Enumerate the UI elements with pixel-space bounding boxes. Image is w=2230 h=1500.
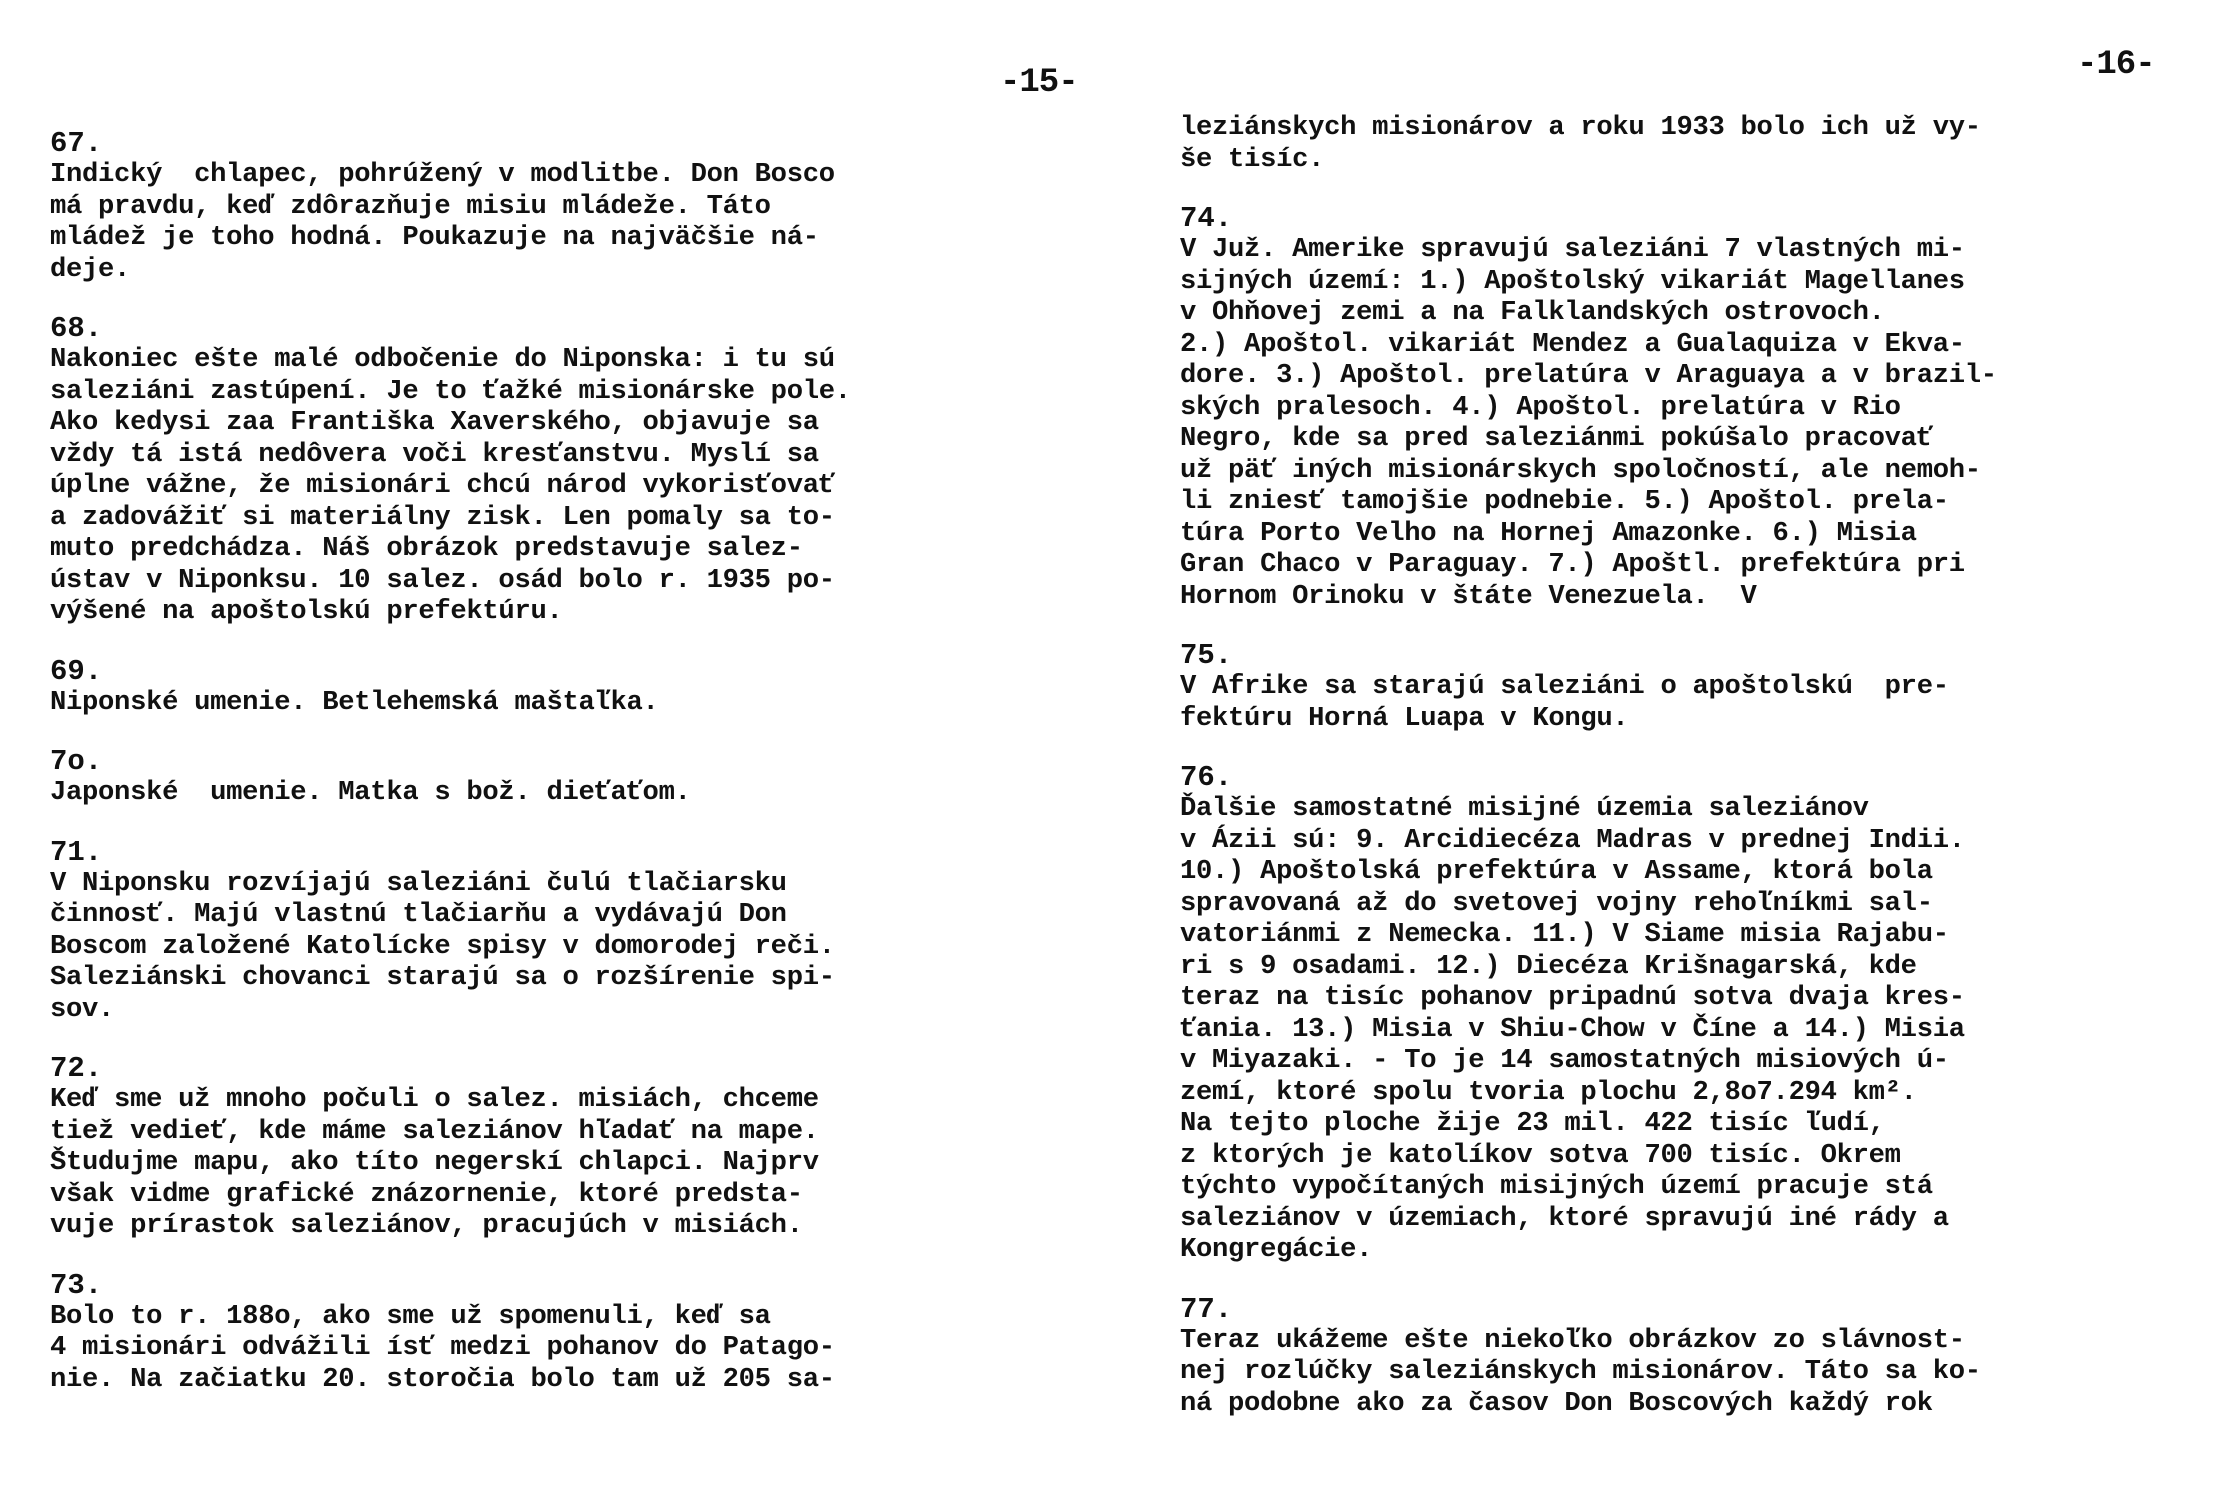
text-line: sijných území: 1.) Apoštolský vikariát Magellanes <box>1180 265 1965 297</box>
text-line: V Juž. Amerike spravujú saleziáni 7 vlastných mi- <box>1180 234 1965 265</box>
text-line: Gran Chaco v Paraguay. 7.) Apoštl. prefektúra pri <box>1180 549 1965 580</box>
text-line: muto predchádza. Náš obrázok predstavuje salez- <box>50 533 803 564</box>
text-line: dore. 3.) Apoštol. prelatúra v Araguaya a v brazil- <box>1180 360 1997 391</box>
section-71 <box>50 837 1090 1026</box>
text-line: V Afrike sa starajú saleziáni o apoštolskú pre- <box>1180 671 1949 702</box>
text-line: mládež je toho hodná. Poukazuje na najväčšie ná- <box>50 222 819 253</box>
text-line: Študujme mapu, ako títo negerskí chlapci. Najprv <box>50 1147 819 1178</box>
text-line: še tisíc. <box>1180 143 1325 175</box>
text-line: a zadovážiť si materiálny zisk. Len pomaly sa to- <box>50 501 835 533</box>
text-line: Negro, kde sa pred saleziánmi pokúšalo pracovať <box>1180 423 1933 454</box>
section-70 <box>50 746 1090 809</box>
text-line: v Ohňovej zemi a na Falklandských ostrovoch. <box>1180 297 1885 328</box>
text-line: fektúru Horná Luapa v Kongu. <box>1180 702 1629 734</box>
section-75 <box>1180 640 2220 734</box>
text-line: 4 misionári odvážili ísť medzi pohanov do Patago- <box>50 1332 835 1363</box>
text-line: ná podobne ako za časov Don Boscových každý rok <box>1180 1387 1933 1419</box>
section-number: 67. <box>50 127 103 160</box>
section-number: 74. <box>1180 202 1233 235</box>
section-number: 73. <box>50 1268 103 1302</box>
text-line: sov. <box>50 993 115 1025</box>
section-67 <box>50 128 1090 285</box>
section-76 <box>1180 762 2220 1266</box>
text-line: Na tejto ploche žije 23 mil. 422 tisíc ľudí, <box>1180 1108 1885 1139</box>
text-line: Ako kedysi zaa Františka Xaverského, objavuje sa <box>50 407 819 438</box>
section-number: 68. <box>50 312 103 345</box>
section-72 <box>50 1053 1090 1242</box>
text-line: zemí, ktoré spolu tvoria plochu 2,8o7.294 km². <box>1180 1076 1917 1108</box>
section-77 <box>1180 1294 2220 1420</box>
section-69 <box>50 656 1090 719</box>
text-line: už päť iných misionárskych spoločností, ale nemoh- <box>1180 454 1981 486</box>
text-line: spravovaná až do svetovej vojny rehoľníkmi sal- <box>1180 887 1933 919</box>
text-line: úplne vážne, že misionári chcú národ vykorisťovať <box>50 470 835 501</box>
section-number: 72. <box>50 1052 103 1085</box>
page-body <box>1180 112 2220 1447</box>
text-line: tiež vedieť, kde máme saleziánov hľadať na mape. <box>50 1115 819 1147</box>
section-73 <box>50 1270 1090 1396</box>
text-line: Nakoniec ešte malé odbočenie do Niponska: i tu sú <box>50 344 835 375</box>
text-line: Bolo to r. 188o, ako sme už spomenuli, keď sa <box>50 1300 771 1332</box>
text-line: z ktorých je katolíkov sotva 700 tisíc. Okrem <box>1180 1139 1901 1171</box>
text-line: ťania. 13.) Misia v Shiu-Chow v Číne a 14.) Misia <box>1180 1013 1965 1045</box>
text-line: Hornom Orinoku v štáte Venezuela. V <box>1180 580 1757 612</box>
page-15 <box>0 0 1110 1500</box>
page-number: -15- <box>1000 64 1078 102</box>
text-line: nej rozlúčky saleziánskych misionárov. Táto sa ko- <box>1180 1356 1981 1387</box>
text-line: Ďalšie samostatné misijné územia saleziánov <box>1180 793 1869 824</box>
text-line: ústav v Niponksu. 10 salez. osád bolo r. 1935 po- <box>50 564 835 596</box>
text-line: vuje prírastok saleziánov, pracujúch v misiách. <box>50 1210 803 1241</box>
text-line: ri s 9 osadami. 12.) Diecéza Krišnagarská, kde <box>1180 950 1917 982</box>
section-74 <box>1180 203 2220 612</box>
text-line: Teraz ukážeme ešte niekoľko obrázkov zo slávnost- <box>1180 1324 1965 1356</box>
text-line: má pravdu, keď zdôrazňuje misiu mládeže. Táto <box>50 190 771 222</box>
page-body <box>50 128 1090 1423</box>
text-line: činnosť. Majú vlastnú tlačiarňu a vydávajú Don <box>50 899 787 930</box>
text-line: Kongregácie. <box>1180 1234 1373 1265</box>
text-line: 2.) Apoštol. vikariát Mendez a Gualaquiza v Ekva- <box>1180 328 1965 360</box>
text-line: týchto vypočítaných misijných území pracuje stá <box>1180 1171 1933 1202</box>
text-line: Japonské umenie. Matka s bož. dieťaťom. <box>50 777 691 808</box>
section-number: 71. <box>50 835 103 869</box>
text-line: teraz na tisíc pohanov pripadnú sotva dvaja kres- <box>1180 982 1965 1013</box>
text-line: leziánskych misionárov a roku 1933 bolo ich už vy- <box>1180 112 1981 143</box>
section-number: 69. <box>50 654 103 688</box>
section-number: 75. <box>1180 639 1233 672</box>
text-line: Indický chlapec, pohrúžený v modlitbe. Don Bosco <box>50 159 835 190</box>
section-number: 76. <box>1180 761 1233 794</box>
text-line: saleziánov v územiach, ktoré spravujú iné rády a <box>1180 1202 1949 1234</box>
text-line: deje. <box>50 253 131 285</box>
text-line: saleziáni zastúpení. Je to ťažké misionárske pole. <box>50 375 851 407</box>
text-line: Boscom založené Katolícke spisy v domorodej reči. <box>50 930 835 962</box>
text-line: túra Porto Velho na Hornej Amazonke. 6.) Misia <box>1180 517 1917 549</box>
text-line: ských pralesoch. 4.) Apoštol. prelatúra v Rio <box>1180 391 1901 423</box>
section-number: 77. <box>1180 1292 1233 1326</box>
section-68 <box>50 313 1090 628</box>
section-73-continued <box>1180 112 2220 175</box>
text-line: Keď sme už mnoho počuli o salez. misiách, chceme <box>50 1084 819 1115</box>
text-line: 10.) Apoštolská prefektúra v Assame, ktorá bola <box>1180 856 1933 887</box>
text-line: Niponské umenie. Betlehemská maštaľka. <box>50 686 659 718</box>
text-line: V Niponsku rozvíjajú saleziáni čulú tlačiarsku <box>50 867 787 899</box>
text-line: li zniesť tamojšie podnebie. 5.) Apoštol. prela- <box>1180 486 1949 517</box>
text-line: nie. Na začiatku 20. storočia bolo tam už 205 sa- <box>50 1363 835 1395</box>
text-line: však vidme grafické znázornenie, ktoré predsta- <box>50 1178 803 1210</box>
page-number: -16- <box>2077 46 2155 84</box>
text-line: vždy tá istá nedôvera voči kresťanstvu. Myslí sa <box>50 438 819 470</box>
text-line: vatoriánmi z Nemecka. 11.) V Siame misia Rajabu- <box>1180 919 1949 950</box>
text-line: Saleziánski chovanci starajú sa o rozšírenie spi- <box>50 962 835 993</box>
page-16 <box>1140 0 2230 1500</box>
text-line: v Miyazaki. - To je 14 samostatných misiových ú- <box>1180 1045 1949 1076</box>
text-line: v Ázii sú: 9. Arcidiecéza Madras v prednej Indii. <box>1180 824 1965 856</box>
text-line: výšené na apoštolskú prefektúru. <box>50 596 563 627</box>
section-number: 7o. <box>50 745 103 778</box>
